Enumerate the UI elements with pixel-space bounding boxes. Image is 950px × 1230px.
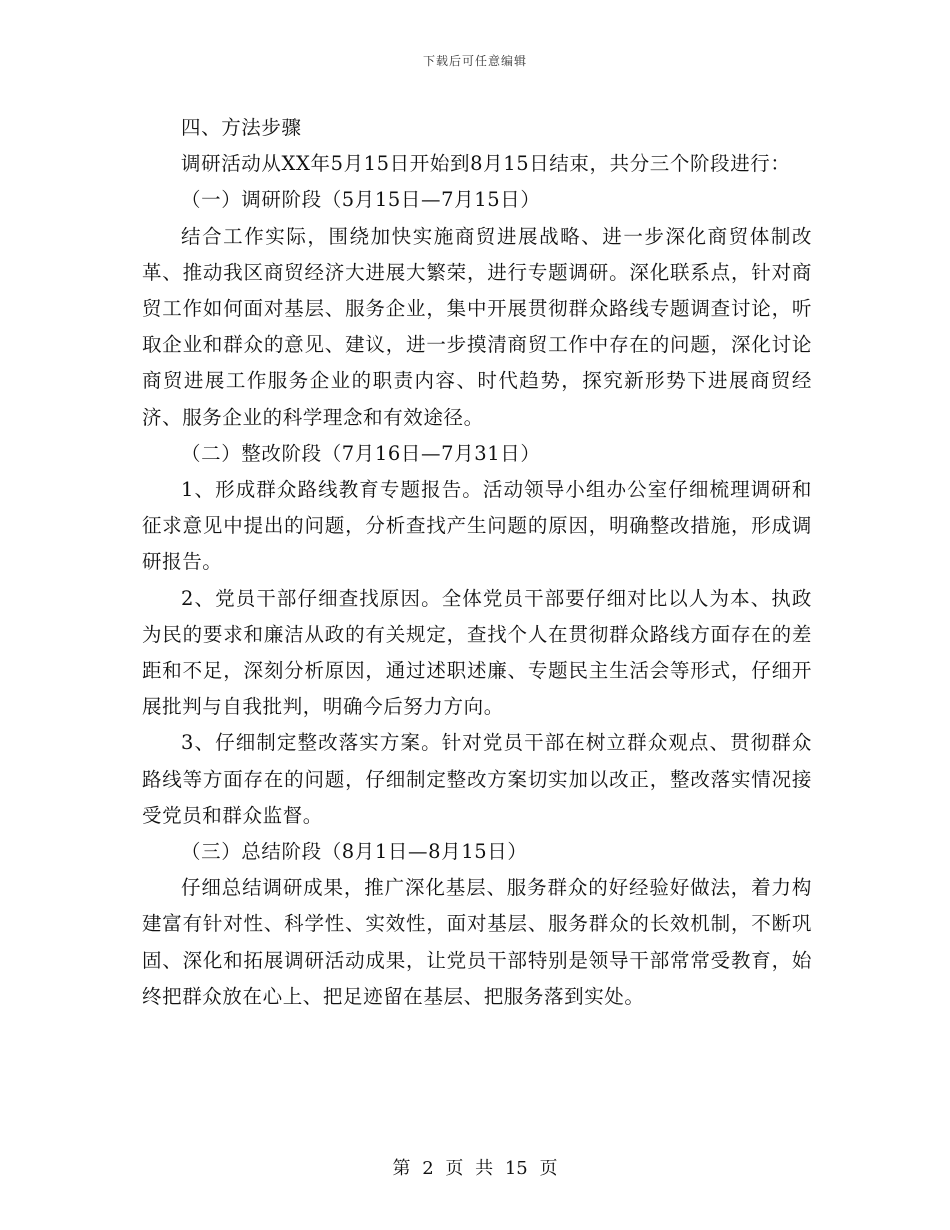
paragraph-intro: 调研活动从XX年5月15日开始到8月15日结束，共分三个阶段进行： xyxy=(181,152,791,176)
paragraph-item-2: 2、党员干部仔细查找原因。全体党员干部要仔细对比以人为本、执政为民的要求和廉洁从政的有关规定，查找个人在贯彻群众路线方面存在的差距和不足，深刻分析原因，通过述职述廉、专题民主生活会等形式，仔细开展批判与自我批判，明确今后努力方向。 xyxy=(142,586,812,719)
stage-heading-rectification: （二）整改阶段（7月16日—7月31日） xyxy=(181,441,541,465)
stage-heading-research: （一）调研阶段（5月15日—7月15日） xyxy=(181,188,541,212)
paragraph-item-3: 3、仔细制定整改落实方案。针对党员干部在树立群众观点、贯彻群众路线等方面存在的问题，仔细制定整改方案切实加以改正，整改落实情况接受党员和群众监督。 xyxy=(142,731,812,827)
section-heading-methods: 四、方法步骤 xyxy=(181,116,302,139)
page-header-note: 下载后可任意编辑 xyxy=(422,54,527,68)
document-body xyxy=(142,110,812,1015)
stage-heading-summary: （三）总结阶段（8月1日—8月15日） xyxy=(181,840,528,864)
page-number-footer: 第 2 页 共 15 页 xyxy=(392,1158,558,1179)
paragraph-summary: 仔细总结调研成果，推广深化基层、服务群众的好经验好做法，着力构建富有针对性、科学性、实效性，面对基层、服务群众的长效机制，不断巩固、深化和拓展调研活动成果，让党员干部特别是领导干部常常受教育，始终把群众放在心上、把足迹留在基层、把服务落到实处。 xyxy=(142,876,812,1008)
paragraph-research: 结合工作实际，围绕加快实施商贸进展战略、进一步深化商贸体制改革、推动我区商贸经济大进展大繁荣，进行专题调研。深化联系点，针对商贸工作如何面对基层、服务企业，集中开展贯彻群众路线专题调查讨论，听取企业和群众的意见、建议，进一步摸清商贸工作中存在的问题，深化讨论商贸进展工作服务企业的职责内容、时代趋势，探究新形势下进展商贸经济、服务企业的科学理念和有效途径。 xyxy=(142,224,812,429)
paragraph-item-1: 1、形成群众路线教育专题报告。活动领导小组办公室仔细梳理调研和征求意见中提出的问题，分析查找产生问题的原因，明确整改措施，形成调研报告。 xyxy=(142,478,812,574)
